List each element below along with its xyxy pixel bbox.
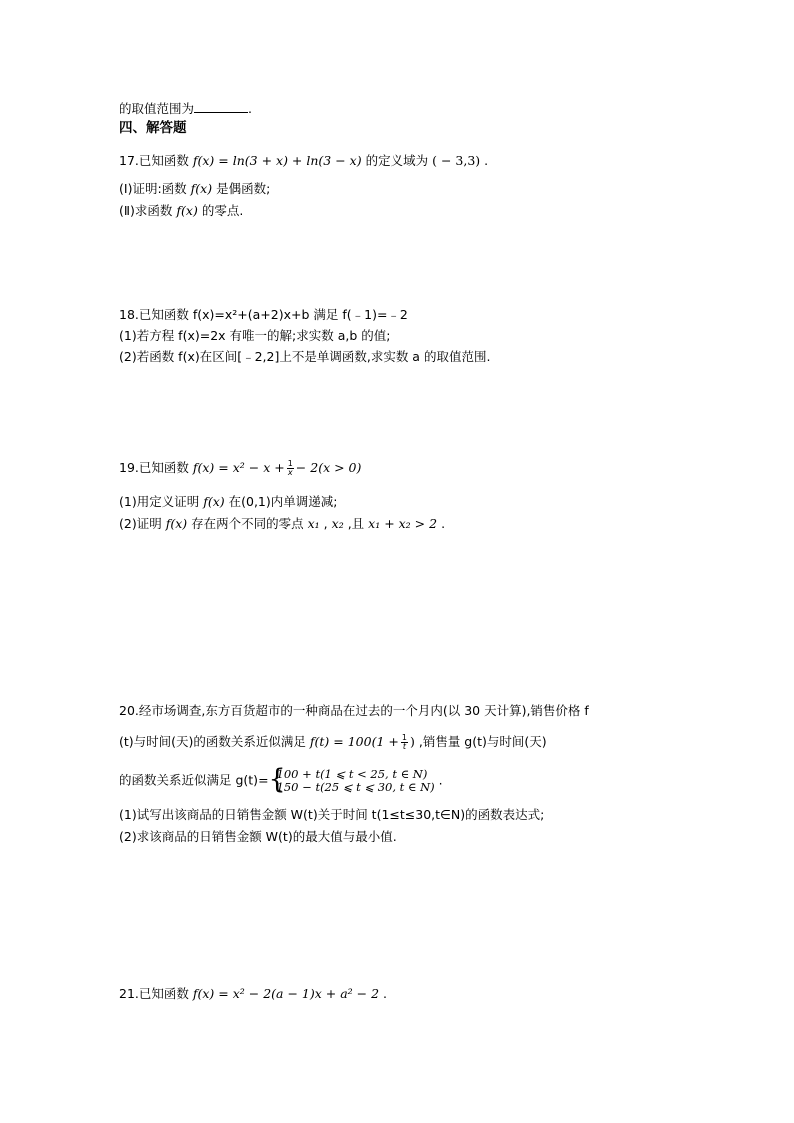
- q19-part2-text-b: 存在两个不同的零点: [191, 516, 304, 531]
- q19-part2-func: f(x): [165, 516, 188, 531]
- q19-inequality: x₁ + x₂ > 2: [368, 516, 438, 531]
- q17-stem: [119, 153, 488, 168]
- q19-x1: x₁: [307, 516, 320, 531]
- q19-function-part-a: f(x) = x² − x +: [192, 460, 285, 475]
- q20-line3-end: .: [438, 772, 443, 788]
- q18-part2: (2)若函数 f(x)在区间[﹣2,2]上不是单调函数,求实数 a 的取值范围.: [119, 349, 491, 364]
- q19-end: .: [441, 516, 446, 531]
- q19-part1-text-a: (1)用定义证明: [119, 494, 200, 509]
- section-title: 四、解答题: [119, 120, 187, 136]
- q20-case2: 150 − t(25 ⩽ t ⩽ 30, t ∈ N): [276, 780, 435, 794]
- answer-blank[interactable]: [194, 101, 248, 113]
- q17-part2: [119, 203, 243, 218]
- q20-close-paren: ): [409, 734, 415, 749]
- brace-icon: {: [268, 764, 286, 795]
- q20-fraction-denominator: t: [402, 742, 406, 751]
- carry-over-tail: .: [248, 101, 252, 116]
- q17-part1: [119, 181, 270, 196]
- q20-line1: 20.经市场调查,东方百货超市的一种商品在过去的一个月内(以 30 天计算),销售价格 f: [119, 703, 589, 718]
- carry-over-text: 的取值范围为: [119, 101, 195, 116]
- q20-price-function: f(t) = 100(1 +: [309, 734, 399, 749]
- q19-fraction-denominator: x: [287, 468, 293, 477]
- q19-part2: [119, 516, 445, 531]
- q17-part2-func: f(x): [176, 203, 198, 218]
- q19-fraction-numerator: 1: [287, 459, 293, 468]
- q20-line2-text-b: ,销售量 g(t)与时间(天): [418, 734, 547, 749]
- q21-end: .: [383, 986, 388, 1001]
- q17-function: f(x) = ln(3 + x) + ln(3 − x): [192, 153, 362, 168]
- q18-part1: (1)若方程 f(x)=2x 有唯一的解;求实数 a,b 的值;: [119, 328, 391, 343]
- q17-domain: ( − 3,3): [432, 153, 481, 168]
- q20-line2-text-a: (t)与时间(天)的函数关系近似满足: [119, 734, 306, 749]
- q19-fraction: [287, 460, 294, 477]
- q20-part1: (1)试写出该商品的日销售金额 W(t)关于时间 t(1≤t≤30,t∈N)的函数表达式;: [119, 807, 545, 822]
- q20-fraction: [401, 734, 408, 751]
- q21-intro: 21.已知函数: [119, 986, 189, 1001]
- q20-fraction-numerator: 1: [401, 733, 407, 742]
- q20-line2: [119, 734, 547, 751]
- q20-line3-text: 的函数关系近似满足 g(t)=: [119, 772, 269, 788]
- q19-x2: x₂: [331, 516, 344, 531]
- q19-stem: [119, 460, 361, 477]
- q17-part1-func: f(x): [190, 181, 213, 196]
- q19-part1-func: f(x): [203, 494, 225, 509]
- q17-part2-text-a: (Ⅱ)求函数: [119, 203, 173, 218]
- q18-stem: 18.已知函数 f(x)=x²+(a+2)x+b 满足 f(﹣1)=﹣2: [119, 307, 408, 322]
- q17-part1-text-b: 是偶函数;: [216, 181, 271, 196]
- q17-part2-text-b: 的零点.: [201, 203, 244, 218]
- q19-intro: 19.已知函数: [119, 460, 189, 475]
- q19-function-part-b: − 2(x > 0): [295, 460, 362, 475]
- q19-part1: [119, 494, 337, 509]
- q20-case1: 100 + t(1 ⩽ t < 25, t ∈ N): [276, 767, 428, 781]
- q17-domain-text: 的定义域为: [365, 153, 429, 168]
- q17-end: .: [484, 153, 489, 168]
- q19-comma: ,: [323, 516, 328, 531]
- q21-stem: [119, 986, 387, 1001]
- carry-over-line: [119, 101, 252, 116]
- q20-part2: (2)求该商品的日销售金额 W(t)的最大值与最小值.: [119, 829, 397, 844]
- q19-part2-text-a: (2)证明: [119, 516, 162, 531]
- q17-part1-text-a: (Ⅰ)证明:函数: [119, 181, 187, 196]
- q20-line3: [119, 764, 443, 795]
- q17-intro: 17.已知函数: [119, 153, 189, 168]
- q21-function: f(x) = x² − 2(a − 1)x + a² − 2: [192, 986, 380, 1001]
- q19-part1-text-b: 在(0,1)内单调递减;: [228, 494, 338, 509]
- q19-and: ,且: [347, 516, 365, 531]
- q20-piecewise: [268, 764, 435, 795]
